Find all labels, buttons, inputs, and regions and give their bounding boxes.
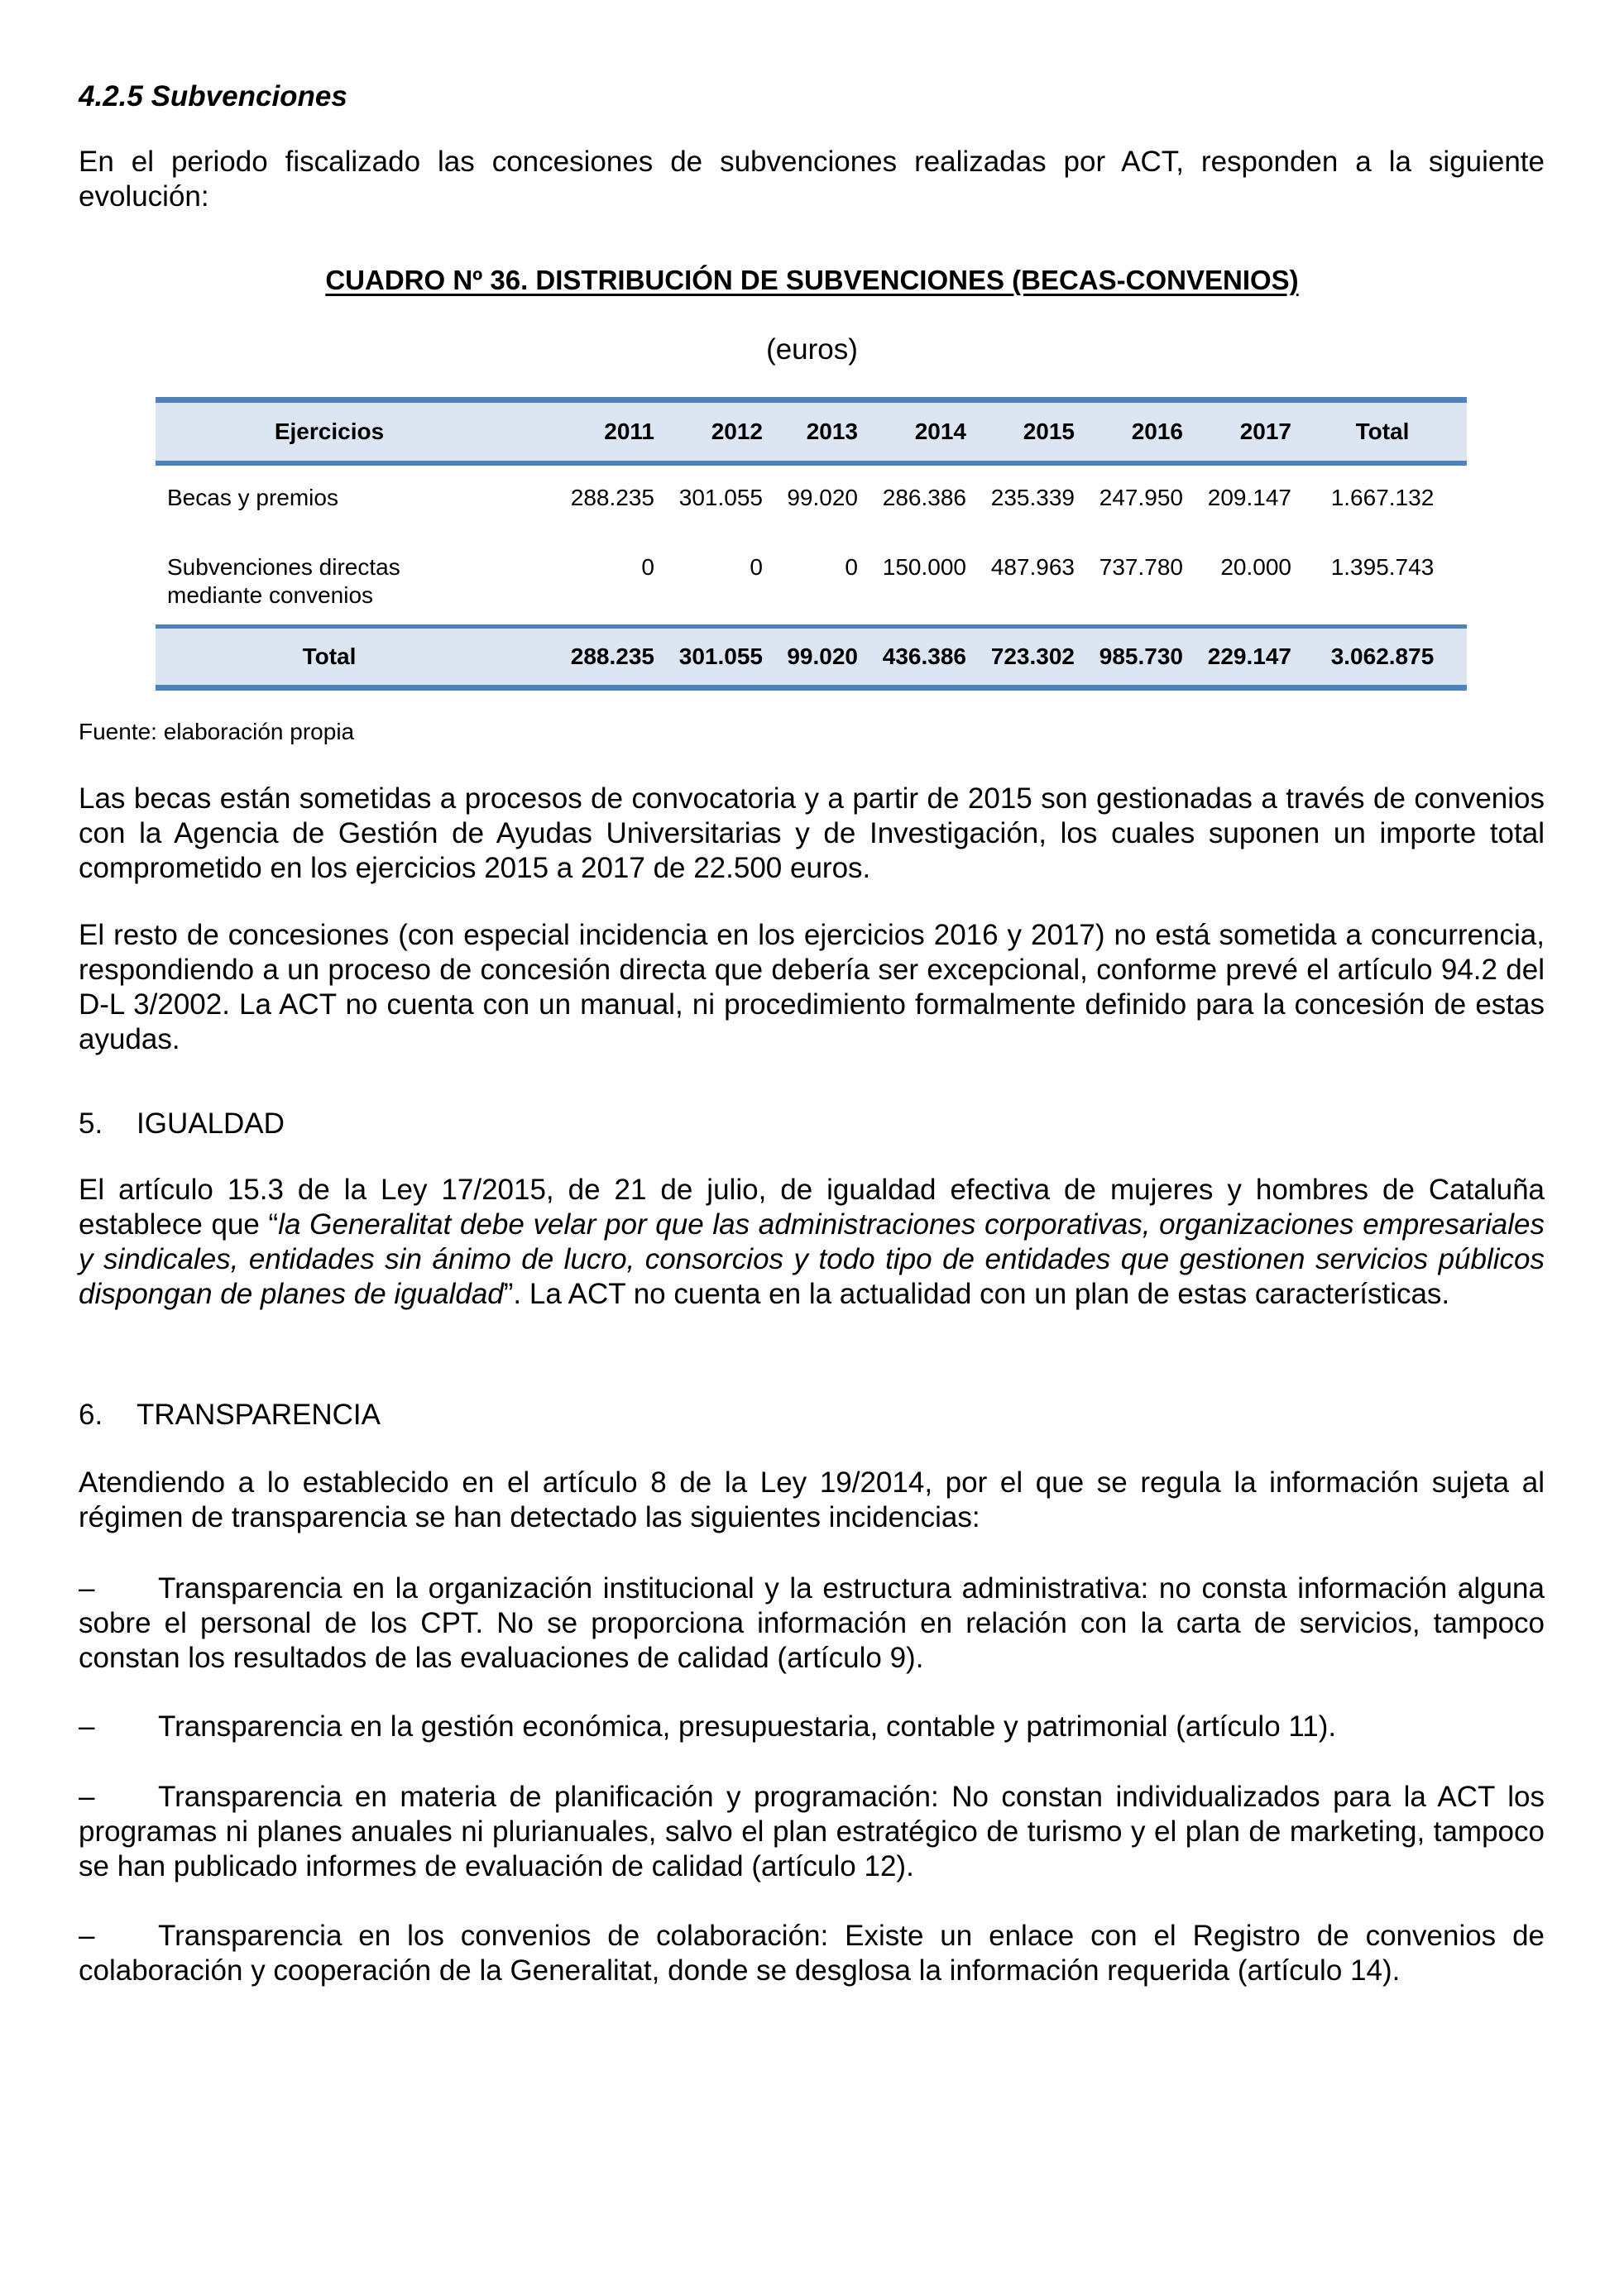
section-5-title: IGUALDAD bbox=[137, 1107, 285, 1140]
total-row-label: Total bbox=[156, 627, 503, 688]
becas-paragraph: Las becas están sometidas a procesos de convocatoria y a partir de 2015 son gestionadas a través de convenios con la Agencia de Gestión de Ayudas Universitarias y de Investigación, los cuales suponen un importe total comprometido en los ejercicios 2015 a 2017 de 22.500 euros. bbox=[79, 782, 1545, 884]
bullet-text: Transparencia en los convenios de colaboración: Existe un enlace con el Registro de convenios de colaboración y cooperación de la Generalitat, donde se desglosa la información requerida (artículo 14). bbox=[79, 1920, 1545, 1987]
subsidies-table bbox=[156, 397, 1467, 691]
igualdad-quote: la Generalitat debe velar por que las administraciones corporativas, organizaciones empresariales y sindicales, entidades sin ánimo de lucro, consorcios y todo tipo de entidades que gestionen servicios públicos dispongan de planes de igualdad bbox=[79, 1208, 1545, 1310]
resto-paragraph: El resto de concesiones (con especial incidencia en los ejercicios 2016 y 2017) no está sometida a concurrencia, respondiendo a un proceso de concesión directa que debería ser excepcional, conforme prevé el artículo 94.2 del D-L 3/2002. La ACT no cuenta con un manual, ni procedimiento formalmente definido para la concesión de estas ayudas. bbox=[79, 919, 1545, 1055]
cell-value: 150.000 bbox=[882, 554, 966, 580]
cell-value: 737.780 bbox=[1099, 554, 1183, 580]
total-cell-value: 436.386 bbox=[865, 627, 973, 688]
cell-value: 288.235 bbox=[570, 485, 654, 510]
transparencia-bullet bbox=[79, 1571, 1545, 1676]
table-title-text: CUADRO Nº 36. DISTRIBUCIÓN DE SUBVENCIONES (BECAS-CONVENIOS) bbox=[325, 265, 1299, 295]
table-row bbox=[156, 463, 1467, 542]
bullet-text: Transparencia en materia de planificación y programación: No constan individualizados para la ACT los programas ni planes anuales ni plurianuales, salvo el plan estratégico de turismo y el plan de marketing, tampoco se han publicado informes de evaluación de calidad (artículo 12). bbox=[79, 1781, 1545, 1882]
table-total-row bbox=[156, 627, 1467, 688]
table-source-note: Fuente: elaboración propia bbox=[79, 719, 355, 744]
transparencia-bullet bbox=[79, 1780, 1545, 1884]
table-title bbox=[0, 263, 1624, 298]
cell-value: 235.339 bbox=[990, 485, 1075, 510]
total-cell-value: 723.302 bbox=[973, 627, 1081, 688]
cell-value: 0 bbox=[641, 554, 654, 580]
subsection-heading: 4.2.5 Subvenciones bbox=[79, 80, 347, 112]
col-header-ejercicios: Ejercicios bbox=[156, 400, 503, 464]
transparencia-bullet bbox=[79, 1710, 1545, 1744]
bullet-text: Transparencia en la gestión económica, presupuestaria, contable y patrimonial (artículo 11). bbox=[158, 1710, 1337, 1743]
igualdad-text-before: El artículo 15.3 de la Ley 17/2015, de 21 de julio, de igualdad efectiva de mujeres y hombres de Cataluña establece que “ bbox=[79, 1174, 1545, 1241]
section-5-number: 5. bbox=[79, 1107, 103, 1140]
dash-bullet-icon: – bbox=[79, 1781, 95, 1813]
transparencia-bullet bbox=[79, 1919, 1545, 1988]
cell-value: 209.147 bbox=[1207, 485, 1291, 510]
col-header-2012: 2012 bbox=[661, 400, 769, 464]
igualdad-paragraph bbox=[79, 1173, 1545, 1312]
col-header-total: Total bbox=[1298, 400, 1467, 464]
bullet-text: Transparencia en la organización institucional y la estructura administrativa: no consta información alguna sobre el personal de los CPT. No se proporciona información en relación con la carta de servicios, tampoco constan los resultados de las evaluaciones de calidad (artículo 9). bbox=[79, 1572, 1545, 1674]
cell-value: 286.386 bbox=[882, 485, 966, 510]
section-6-heading bbox=[79, 1398, 381, 1433]
total-cell-value: 229.147 bbox=[1190, 627, 1298, 688]
col-header-2011: 2011 bbox=[503, 400, 661, 464]
col-header-2014: 2014 bbox=[865, 400, 973, 464]
cell-total: 1.667.132 bbox=[1330, 485, 1435, 510]
row-label: Subvenciones directas mediante convenios bbox=[167, 554, 400, 608]
table-row bbox=[156, 542, 1467, 627]
cell-value: 20.000 bbox=[1220, 554, 1291, 580]
row-label: Becas y premios bbox=[167, 485, 338, 510]
cell-value: 301.055 bbox=[678, 485, 763, 510]
col-header-2016: 2016 bbox=[1081, 400, 1190, 464]
intro-paragraph: En el periodo fiscalizado las concesiones de subvenciones realizadas por ACT, responden a la siguiente evolución: bbox=[79, 146, 1545, 213]
col-header-2017: 2017 bbox=[1190, 400, 1298, 464]
table-header-row bbox=[156, 400, 1467, 464]
cell-value: 247.950 bbox=[1099, 485, 1183, 510]
cell-value: 0 bbox=[845, 554, 858, 580]
total-cell-value: 301.055 bbox=[661, 627, 769, 688]
cell-value: 99.020 bbox=[787, 485, 858, 510]
section-6-title: TRANSPARENCIA bbox=[137, 1399, 381, 1431]
total-cell-value: 99.020 bbox=[769, 627, 865, 688]
dash-bullet-icon: – bbox=[79, 1572, 95, 1605]
cell-value: 0 bbox=[750, 554, 763, 580]
igualdad-text-after: ”. La ACT no cuenta en la actualidad con un plan de estas características. bbox=[503, 1278, 1450, 1310]
col-header-2013: 2013 bbox=[769, 400, 865, 464]
transparencia-intro-paragraph: Atendiendo a lo establecido en el artículo 8 de la Ley 19/2014, por el que se regula la información sujeta al régimen de transparencia se han detectado las siguientes incidencias: bbox=[79, 1466, 1545, 1533]
grand-total-value: 3.062.875 bbox=[1298, 627, 1467, 688]
dash-bullet-icon: – bbox=[79, 1920, 95, 1952]
total-cell-value: 985.730 bbox=[1081, 627, 1190, 688]
section-5-heading bbox=[79, 1107, 285, 1141]
cell-total: 1.395.743 bbox=[1330, 554, 1435, 580]
col-header-2015: 2015 bbox=[973, 400, 1081, 464]
total-cell-value: 288.235 bbox=[503, 627, 661, 688]
section-6-number: 6. bbox=[79, 1399, 103, 1431]
cell-value: 487.963 bbox=[990, 554, 1075, 580]
dash-bullet-icon: – bbox=[79, 1710, 95, 1743]
table-unit: (euros) bbox=[766, 333, 858, 366]
